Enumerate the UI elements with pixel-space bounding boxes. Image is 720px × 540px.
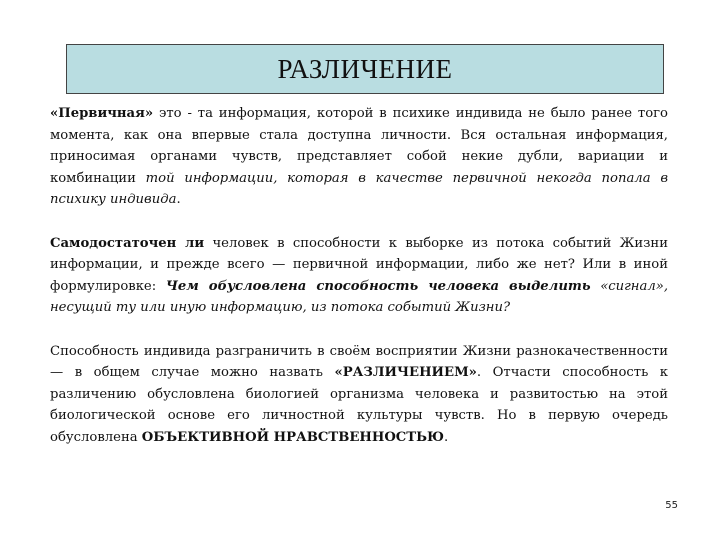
slide-body bbox=[50, 103, 668, 470]
paragraph-1-text-2: . bbox=[176, 192, 181, 208]
paragraph-discernment bbox=[50, 341, 668, 449]
paragraph-2-text-1: человек в способности к выборке из потока событий Жизни информации, и прежде всего — первичной информации, либо же нет? Или в иной формулировке: bbox=[50, 235, 668, 294]
paragraph-3-text-3: . bbox=[443, 429, 449, 445]
title-box bbox=[66, 44, 664, 94]
paragraph-self-sufficiency bbox=[50, 233, 668, 319]
paragraph-2-bold-italic: Чем обусловлена способность человека выделить bbox=[165, 278, 591, 294]
term-self-sufficient: Самодостаточен ли bbox=[50, 235, 205, 251]
page-number: 55 bbox=[665, 500, 678, 511]
paragraph-3-text-2: . Отчасти способность к различению обусловлена биологией организма человека и развитостью на этой биологической основе его личностной культуры чувств. Но в первую очередь обусловлена bbox=[50, 365, 669, 445]
slide-title: РАЗЛИЧЕНИЕ bbox=[277, 53, 453, 84]
paragraph-1-text-1: это - та информация, которой в психике индивида не было ранее того момента, как она впервые стала доступна личности. Вся остальная информация, приносимая органами чувств, представляет собой некие дубли, вариации и комбинации bbox=[50, 106, 668, 186]
paragraph-3-text-1: Способность индивида разграничить в своём восприятии Жизни разнокачественности — в общем случае можно назвать bbox=[50, 343, 668, 381]
term-discernment: «РАЗЛИЧЕНИЕМ» bbox=[334, 365, 477, 381]
paragraph-1-italic: той информации, которая в качестве первичной некогда попала в психику индивида bbox=[50, 170, 669, 208]
term-primary: «Первичная» bbox=[50, 106, 154, 121]
paragraph-primary-information bbox=[50, 103, 668, 211]
term-objective-morality: ОБЪЕКТИВНОЙ НРАВСТВЕННОСТЬЮ bbox=[141, 429, 444, 445]
paragraph-2-italic: «сигнал», несущий ту или иную информацию, из потока событий Жизни? bbox=[50, 278, 669, 316]
